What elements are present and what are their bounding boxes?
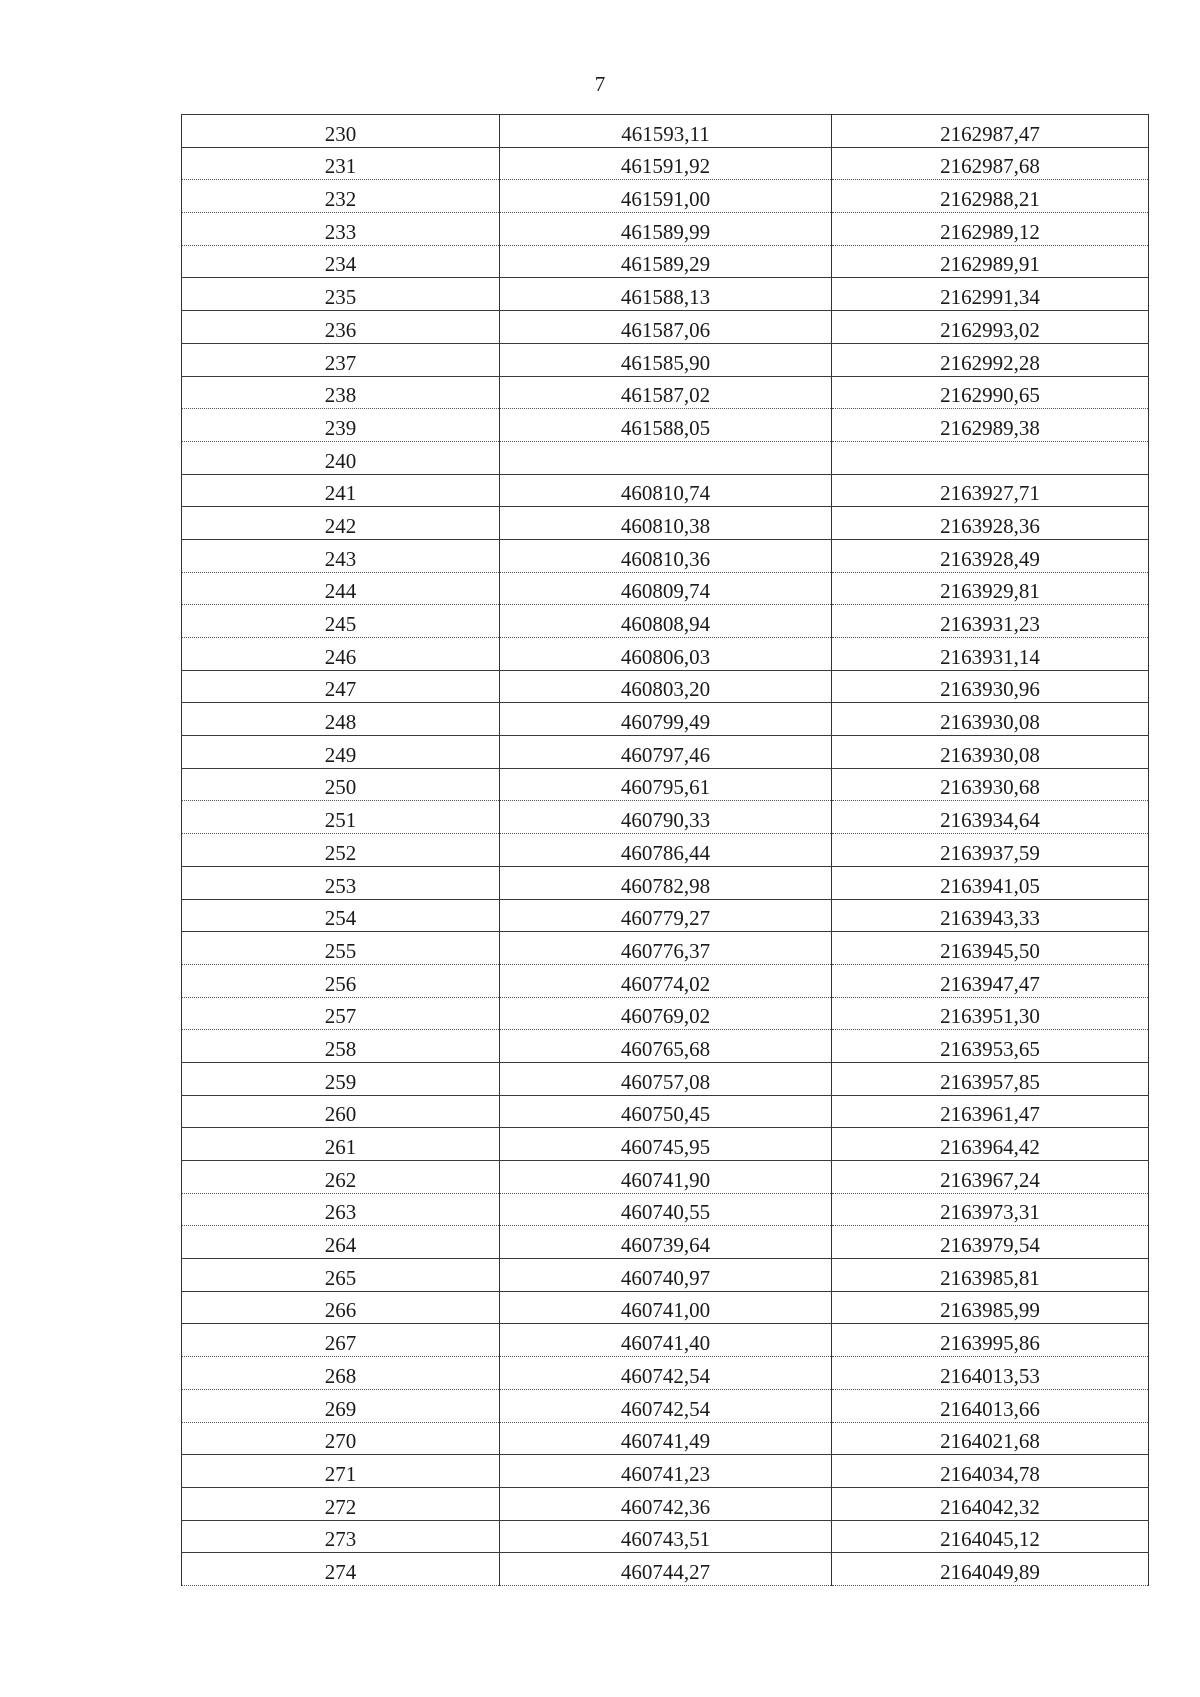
point-number-cell: 239 [182,409,500,442]
y-coordinate-cell: 2163951,30 [832,997,1149,1030]
y-coordinate-cell: 2163985,99 [832,1291,1149,1324]
table-row [182,1324,1149,1357]
x-coordinate-cell: 460745,95 [500,1128,832,1161]
x-coordinate-cell: 460741,40 [500,1324,832,1357]
point-number-cell: 254 [182,899,500,932]
point-number-cell: 248 [182,703,500,736]
y-coordinate-cell: 2163961,47 [832,1095,1149,1128]
point-number-cell: 257 [182,997,500,1030]
x-coordinate-cell: 460750,45 [500,1095,832,1128]
point-number-cell: 273 [182,1520,500,1553]
x-coordinate-cell: 461588,13 [500,278,832,311]
point-number-cell: 253 [182,866,500,899]
point-number-cell: 262 [182,1161,500,1194]
x-coordinate-cell: 460757,08 [500,1062,832,1095]
page-number: 7 [594,72,606,96]
table-row [182,1455,1149,1488]
x-coordinate-cell: 460776,37 [500,932,832,965]
table-row [182,964,1149,997]
point-number-cell: 272 [182,1487,500,1520]
table-row [182,932,1149,965]
y-coordinate-cell: 2164034,78 [832,1455,1149,1488]
point-number-cell: 258 [182,1030,500,1063]
y-coordinate-cell: 2163928,36 [832,507,1149,540]
y-coordinate-cell: 2163930,08 [832,736,1149,769]
point-number-cell: 264 [182,1226,500,1259]
x-coordinate-cell: 461591,92 [500,147,832,180]
point-number-cell: 263 [182,1193,500,1226]
x-coordinate-cell: 460742,54 [500,1389,832,1422]
point-number-cell: 270 [182,1422,500,1455]
x-coordinate-cell: 460810,74 [500,474,832,507]
point-number-cell: 237 [182,343,500,376]
x-coordinate-cell: 460795,61 [500,768,832,801]
x-coordinate-cell: 460741,90 [500,1161,832,1194]
x-coordinate-cell: 460806,03 [500,638,832,671]
x-coordinate-cell: 460803,20 [500,670,832,703]
x-coordinate-cell: 461591,00 [500,180,832,213]
y-coordinate-cell: 2164045,12 [832,1520,1149,1553]
x-coordinate-cell: 460779,27 [500,899,832,932]
point-number-cell: 256 [182,964,500,997]
x-coordinate-cell: 460765,68 [500,1030,832,1063]
table-row [182,1030,1149,1063]
x-coordinate-cell: 460808,94 [500,605,832,638]
point-number-cell: 236 [182,311,500,344]
table-row [182,605,1149,638]
point-number-cell: 259 [182,1062,500,1095]
point-number-cell: 243 [182,539,500,572]
x-coordinate-cell: 460741,49 [500,1422,832,1455]
table-row [182,311,1149,344]
x-coordinate-cell: 460799,49 [500,703,832,736]
y-coordinate-cell: 2163945,50 [832,932,1149,965]
x-coordinate-cell: 461588,05 [500,409,832,442]
point-number-cell: 261 [182,1128,500,1161]
point-number-cell: 245 [182,605,500,638]
x-coordinate-cell: 460786,44 [500,834,832,867]
table-row [182,180,1149,213]
x-coordinate-cell: 460744,27 [500,1553,832,1586]
y-coordinate-cell: 2162990,65 [832,376,1149,409]
table-row [182,572,1149,605]
point-number-cell: 232 [182,180,500,213]
y-coordinate-cell: 2162989,12 [832,213,1149,246]
y-coordinate-cell: 2163931,14 [832,638,1149,671]
table-row [182,213,1149,246]
y-coordinate-cell: 2163930,08 [832,703,1149,736]
point-number-cell: 247 [182,670,500,703]
point-number-cell: 230 [182,115,500,148]
table-row [182,474,1149,507]
table-row [182,441,1149,474]
table-row [182,1259,1149,1292]
x-coordinate-cell [500,441,832,474]
table-row [182,1062,1149,1095]
y-coordinate-cell: 2163927,71 [832,474,1149,507]
x-coordinate-cell: 460742,54 [500,1357,832,1390]
x-coordinate-cell: 460774,02 [500,964,832,997]
table-row [182,997,1149,1030]
x-coordinate-cell: 461589,29 [500,245,832,278]
table-row [182,736,1149,769]
y-coordinate-cell: 2162987,68 [832,147,1149,180]
y-coordinate-cell: 2163929,81 [832,572,1149,605]
x-coordinate-cell: 461587,06 [500,311,832,344]
table-row [182,1422,1149,1455]
table-row [182,899,1149,932]
y-coordinate-cell: 2163953,65 [832,1030,1149,1063]
y-coordinate-cell: 2163964,42 [832,1128,1149,1161]
y-coordinate-cell: 2163973,31 [832,1193,1149,1226]
table-row [182,1161,1149,1194]
y-coordinate-cell: 2163930,68 [832,768,1149,801]
x-coordinate-cell: 460810,36 [500,539,832,572]
table-row [182,115,1149,148]
y-coordinate-cell: 2164013,66 [832,1389,1149,1422]
point-number-cell: 244 [182,572,500,605]
point-number-cell: 231 [182,147,500,180]
x-coordinate-cell: 460810,38 [500,507,832,540]
y-coordinate-cell: 2162989,91 [832,245,1149,278]
table-row [182,1553,1149,1586]
table-row [182,1291,1149,1324]
x-coordinate-cell: 460797,46 [500,736,832,769]
point-number-cell: 255 [182,932,500,965]
table-row [182,801,1149,834]
y-coordinate-cell: 2163941,05 [832,866,1149,899]
y-coordinate-cell: 2163995,86 [832,1324,1149,1357]
coordinates-table-container [181,114,1148,1586]
table-row [182,245,1149,278]
y-coordinate-cell: 2163947,47 [832,964,1149,997]
y-coordinate-cell: 2162992,28 [832,343,1149,376]
x-coordinate-cell: 460740,55 [500,1193,832,1226]
point-number-cell: 238 [182,376,500,409]
y-coordinate-cell: 2164021,68 [832,1422,1149,1455]
x-coordinate-cell: 460782,98 [500,866,832,899]
table-row [182,409,1149,442]
y-coordinate-cell: 2163934,64 [832,801,1149,834]
table-row [182,507,1149,540]
y-coordinate-cell: 2163979,54 [832,1226,1149,1259]
y-coordinate-cell: 2164013,53 [832,1357,1149,1390]
table-row [182,1487,1149,1520]
x-coordinate-cell: 460769,02 [500,997,832,1030]
x-coordinate-cell: 460742,36 [500,1487,832,1520]
table-row [182,1193,1149,1226]
table-row [182,147,1149,180]
x-coordinate-cell: 460741,00 [500,1291,832,1324]
point-number-cell: 265 [182,1259,500,1292]
y-coordinate-cell: 2164042,32 [832,1487,1149,1520]
table-row [182,539,1149,572]
point-number-cell: 266 [182,1291,500,1324]
table-row [182,376,1149,409]
x-coordinate-cell: 461587,02 [500,376,832,409]
table-row [182,638,1149,671]
x-coordinate-cell: 460739,64 [500,1226,832,1259]
point-number-cell: 267 [182,1324,500,1357]
point-number-cell: 249 [182,736,500,769]
x-coordinate-cell: 460790,33 [500,801,832,834]
y-coordinate-cell: 2163937,59 [832,834,1149,867]
x-coordinate-cell: 460740,97 [500,1259,832,1292]
point-number-cell: 260 [182,1095,500,1128]
y-coordinate-cell: 2163967,24 [832,1161,1149,1194]
x-coordinate-cell: 461585,90 [500,343,832,376]
x-coordinate-cell: 460743,51 [500,1520,832,1553]
y-coordinate-cell: 2163931,23 [832,605,1149,638]
y-coordinate-cell: 2163928,49 [832,539,1149,572]
table-row [182,768,1149,801]
coordinates-table [181,114,1149,1586]
point-number-cell: 242 [182,507,500,540]
y-coordinate-cell: 2163943,33 [832,899,1149,932]
point-number-cell: 274 [182,1553,500,1586]
x-coordinate-cell: 460741,23 [500,1455,832,1488]
table-row [182,1095,1149,1128]
point-number-cell: 240 [182,441,500,474]
table-row [182,866,1149,899]
table-row [182,703,1149,736]
y-coordinate-cell: 2163930,96 [832,670,1149,703]
point-number-cell: 246 [182,638,500,671]
y-coordinate-cell: 2162989,38 [832,409,1149,442]
y-coordinate-cell: 2162988,21 [832,180,1149,213]
y-coordinate-cell: 2163957,85 [832,1062,1149,1095]
table-row [182,834,1149,867]
point-number-cell: 269 [182,1389,500,1422]
point-number-cell: 234 [182,245,500,278]
x-coordinate-cell: 461589,99 [500,213,832,246]
point-number-cell: 233 [182,213,500,246]
y-coordinate-cell: 2162987,47 [832,115,1149,148]
point-number-cell: 235 [182,278,500,311]
table-row [182,1128,1149,1161]
point-number-cell: 250 [182,768,500,801]
y-coordinate-cell [832,441,1149,474]
table-row [182,1357,1149,1390]
point-number-cell: 241 [182,474,500,507]
point-number-cell: 251 [182,801,500,834]
point-number-cell: 271 [182,1455,500,1488]
table-row [182,278,1149,311]
y-coordinate-cell: 2163985,81 [832,1259,1149,1292]
point-number-cell: 268 [182,1357,500,1390]
y-coordinate-cell: 2164049,89 [832,1553,1149,1586]
table-row [182,343,1149,376]
table-row [182,1520,1149,1553]
table-row [182,1389,1149,1422]
x-coordinate-cell: 461593,11 [500,115,832,148]
point-number-cell: 252 [182,834,500,867]
y-coordinate-cell: 2162993,02 [832,311,1149,344]
table-row [182,670,1149,703]
table-row [182,1226,1149,1259]
y-coordinate-cell: 2162991,34 [832,278,1149,311]
coordinates-table-body [182,115,1149,1586]
x-coordinate-cell: 460809,74 [500,572,832,605]
